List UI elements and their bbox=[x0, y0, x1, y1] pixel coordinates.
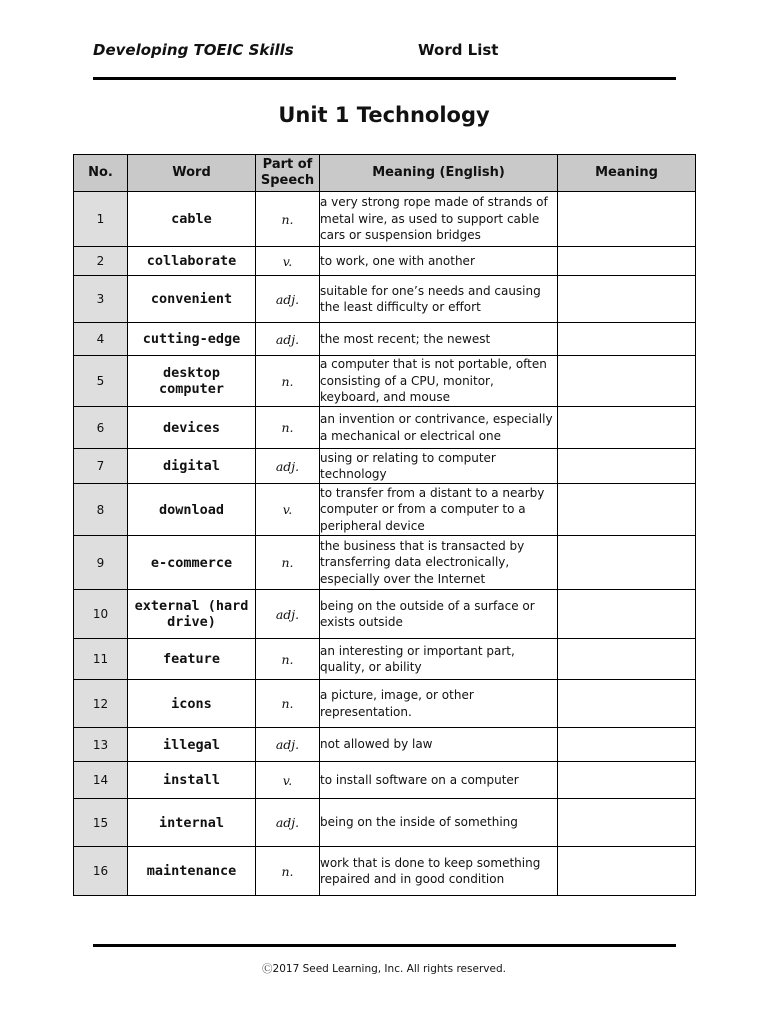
part-of-speech: v. bbox=[256, 247, 320, 276]
table-row bbox=[74, 247, 696, 276]
column-header-no: No. bbox=[74, 155, 128, 192]
table-row bbox=[74, 192, 696, 247]
part-of-speech: v. bbox=[256, 762, 320, 799]
row-number: 10 bbox=[74, 590, 128, 639]
vocabulary-word: install bbox=[128, 762, 256, 799]
vocabulary-word: e-commerce bbox=[128, 536, 256, 590]
table-row bbox=[74, 276, 696, 323]
vocabulary-word: internal bbox=[128, 799, 256, 847]
english-meaning: suitable for one’s needs and causing the least difficulty or effort bbox=[320, 276, 558, 323]
meaning-answer-cell[interactable] bbox=[558, 536, 696, 590]
part-of-speech: n. bbox=[256, 680, 320, 728]
row-number: 8 bbox=[74, 484, 128, 536]
row-number: 5 bbox=[74, 356, 128, 407]
meaning-answer-cell[interactable] bbox=[558, 590, 696, 639]
table-row bbox=[74, 762, 696, 799]
page-header bbox=[93, 41, 676, 65]
english-meaning: a picture, image, or other representation. bbox=[320, 680, 558, 728]
row-number: 2 bbox=[74, 247, 128, 276]
part-of-speech: n. bbox=[256, 407, 320, 449]
english-meaning: to work, one with another bbox=[320, 247, 558, 276]
column-header-word: Word bbox=[128, 155, 256, 192]
table-row bbox=[74, 847, 696, 896]
vocabulary-word: digital bbox=[128, 449, 256, 484]
header-rule bbox=[93, 77, 676, 80]
english-meaning: an interesting or important part, quality, or ability bbox=[320, 639, 558, 680]
meaning-answer-cell[interactable] bbox=[558, 356, 696, 407]
part-of-speech: n. bbox=[256, 536, 320, 590]
table-row bbox=[74, 449, 696, 484]
row-number: 1 bbox=[74, 192, 128, 247]
english-meaning: using or relating to computer technology bbox=[320, 449, 558, 484]
part-of-speech: adj. bbox=[256, 799, 320, 847]
vocabulary-word: cable bbox=[128, 192, 256, 247]
row-number: 6 bbox=[74, 407, 128, 449]
meaning-answer-cell[interactable] bbox=[558, 192, 696, 247]
vocabulary-word: cutting-edge bbox=[128, 323, 256, 356]
row-number: 3 bbox=[74, 276, 128, 323]
english-meaning: being on the outside of a surface or exists outside bbox=[320, 590, 558, 639]
english-meaning: not allowed by law bbox=[320, 728, 558, 762]
table-row bbox=[74, 799, 696, 847]
english-meaning: an invention or contrivance, especially a mechanical or electrical one bbox=[320, 407, 558, 449]
vocabulary-word: convenient bbox=[128, 276, 256, 323]
column-header-meaning: Meaning bbox=[558, 155, 696, 192]
word-list-table bbox=[73, 154, 696, 896]
table-row bbox=[74, 680, 696, 728]
part-of-speech: n. bbox=[256, 356, 320, 407]
copyright-footer: Ⓒ2017 Seed Learning, Inc. All rights reserved. bbox=[262, 963, 506, 975]
vocabulary-word: feature bbox=[128, 639, 256, 680]
english-meaning: the business that is transacted by transferring data electronically, especially over the Internet bbox=[320, 536, 558, 590]
row-number: 9 bbox=[74, 536, 128, 590]
meaning-answer-cell[interactable] bbox=[558, 407, 696, 449]
vocabulary-word: download bbox=[128, 484, 256, 536]
meaning-answer-cell[interactable] bbox=[558, 680, 696, 728]
vocabulary-word: icons bbox=[128, 680, 256, 728]
meaning-answer-cell[interactable] bbox=[558, 762, 696, 799]
footer-rule bbox=[93, 944, 676, 947]
section-title: Word List bbox=[418, 41, 499, 59]
row-number: 7 bbox=[74, 449, 128, 484]
part-of-speech: adj. bbox=[256, 449, 320, 484]
table-row bbox=[74, 639, 696, 680]
vocabulary-word: collaborate bbox=[128, 247, 256, 276]
table-row bbox=[74, 407, 696, 449]
vocabulary-word: illegal bbox=[128, 728, 256, 762]
meaning-answer-cell[interactable] bbox=[558, 247, 696, 276]
meaning-answer-cell[interactable] bbox=[558, 799, 696, 847]
meaning-answer-cell[interactable] bbox=[558, 728, 696, 762]
table-row bbox=[74, 728, 696, 762]
table-row bbox=[74, 484, 696, 536]
row-number: 13 bbox=[74, 728, 128, 762]
part-of-speech: n. bbox=[256, 192, 320, 247]
english-meaning: a computer that is not portable, often consisting of a CPU, monitor, keyboard, and mouse bbox=[320, 356, 558, 407]
meaning-answer-cell[interactable] bbox=[558, 276, 696, 323]
row-number: 14 bbox=[74, 762, 128, 799]
vocabulary-word: devices bbox=[128, 407, 256, 449]
table-header-row bbox=[74, 155, 696, 192]
row-number: 15 bbox=[74, 799, 128, 847]
table-row bbox=[74, 356, 696, 407]
vocabulary-word: desktop computer bbox=[128, 356, 256, 407]
table-row bbox=[74, 590, 696, 639]
part-of-speech: adj. bbox=[256, 590, 320, 639]
table-row bbox=[74, 536, 696, 590]
english-meaning: being on the inside of something bbox=[320, 799, 558, 847]
row-number: 4 bbox=[74, 323, 128, 356]
row-number: 12 bbox=[74, 680, 128, 728]
part-of-speech: v. bbox=[256, 484, 320, 536]
english-meaning: a very strong rope made of strands of metal wire, as used to support cable cars or suspension bridges bbox=[320, 192, 558, 247]
english-meaning: to transfer from a distant to a nearby computer or from a computer to a peripheral device bbox=[320, 484, 558, 536]
row-number: 11 bbox=[74, 639, 128, 680]
meaning-answer-cell[interactable] bbox=[558, 449, 696, 484]
part-of-speech: adj. bbox=[256, 276, 320, 323]
english-meaning: the most recent; the newest bbox=[320, 323, 558, 356]
english-meaning: work that is done to keep something repaired and in good condition bbox=[320, 847, 558, 896]
vocabulary-word: maintenance bbox=[128, 847, 256, 896]
table-row bbox=[74, 323, 696, 356]
vocabulary-word: external (hard drive) bbox=[128, 590, 256, 639]
meaning-answer-cell[interactable] bbox=[558, 484, 696, 536]
part-of-speech: n. bbox=[256, 639, 320, 680]
part-of-speech: adj. bbox=[256, 728, 320, 762]
page-title: Unit 1 Technology bbox=[278, 103, 490, 127]
part-of-speech: n. bbox=[256, 847, 320, 896]
column-header-part-of-speech: Part of Speech bbox=[256, 155, 320, 192]
meaning-answer-cell[interactable] bbox=[558, 639, 696, 680]
meaning-answer-cell[interactable] bbox=[558, 323, 696, 356]
part-of-speech: adj. bbox=[256, 323, 320, 356]
meaning-answer-cell[interactable] bbox=[558, 847, 696, 896]
column-header-meaning-english: Meaning (English) bbox=[320, 155, 558, 192]
english-meaning: to install software on a computer bbox=[320, 762, 558, 799]
row-number: 16 bbox=[74, 847, 128, 896]
book-title: Developing TOEIC Skills bbox=[93, 41, 294, 59]
